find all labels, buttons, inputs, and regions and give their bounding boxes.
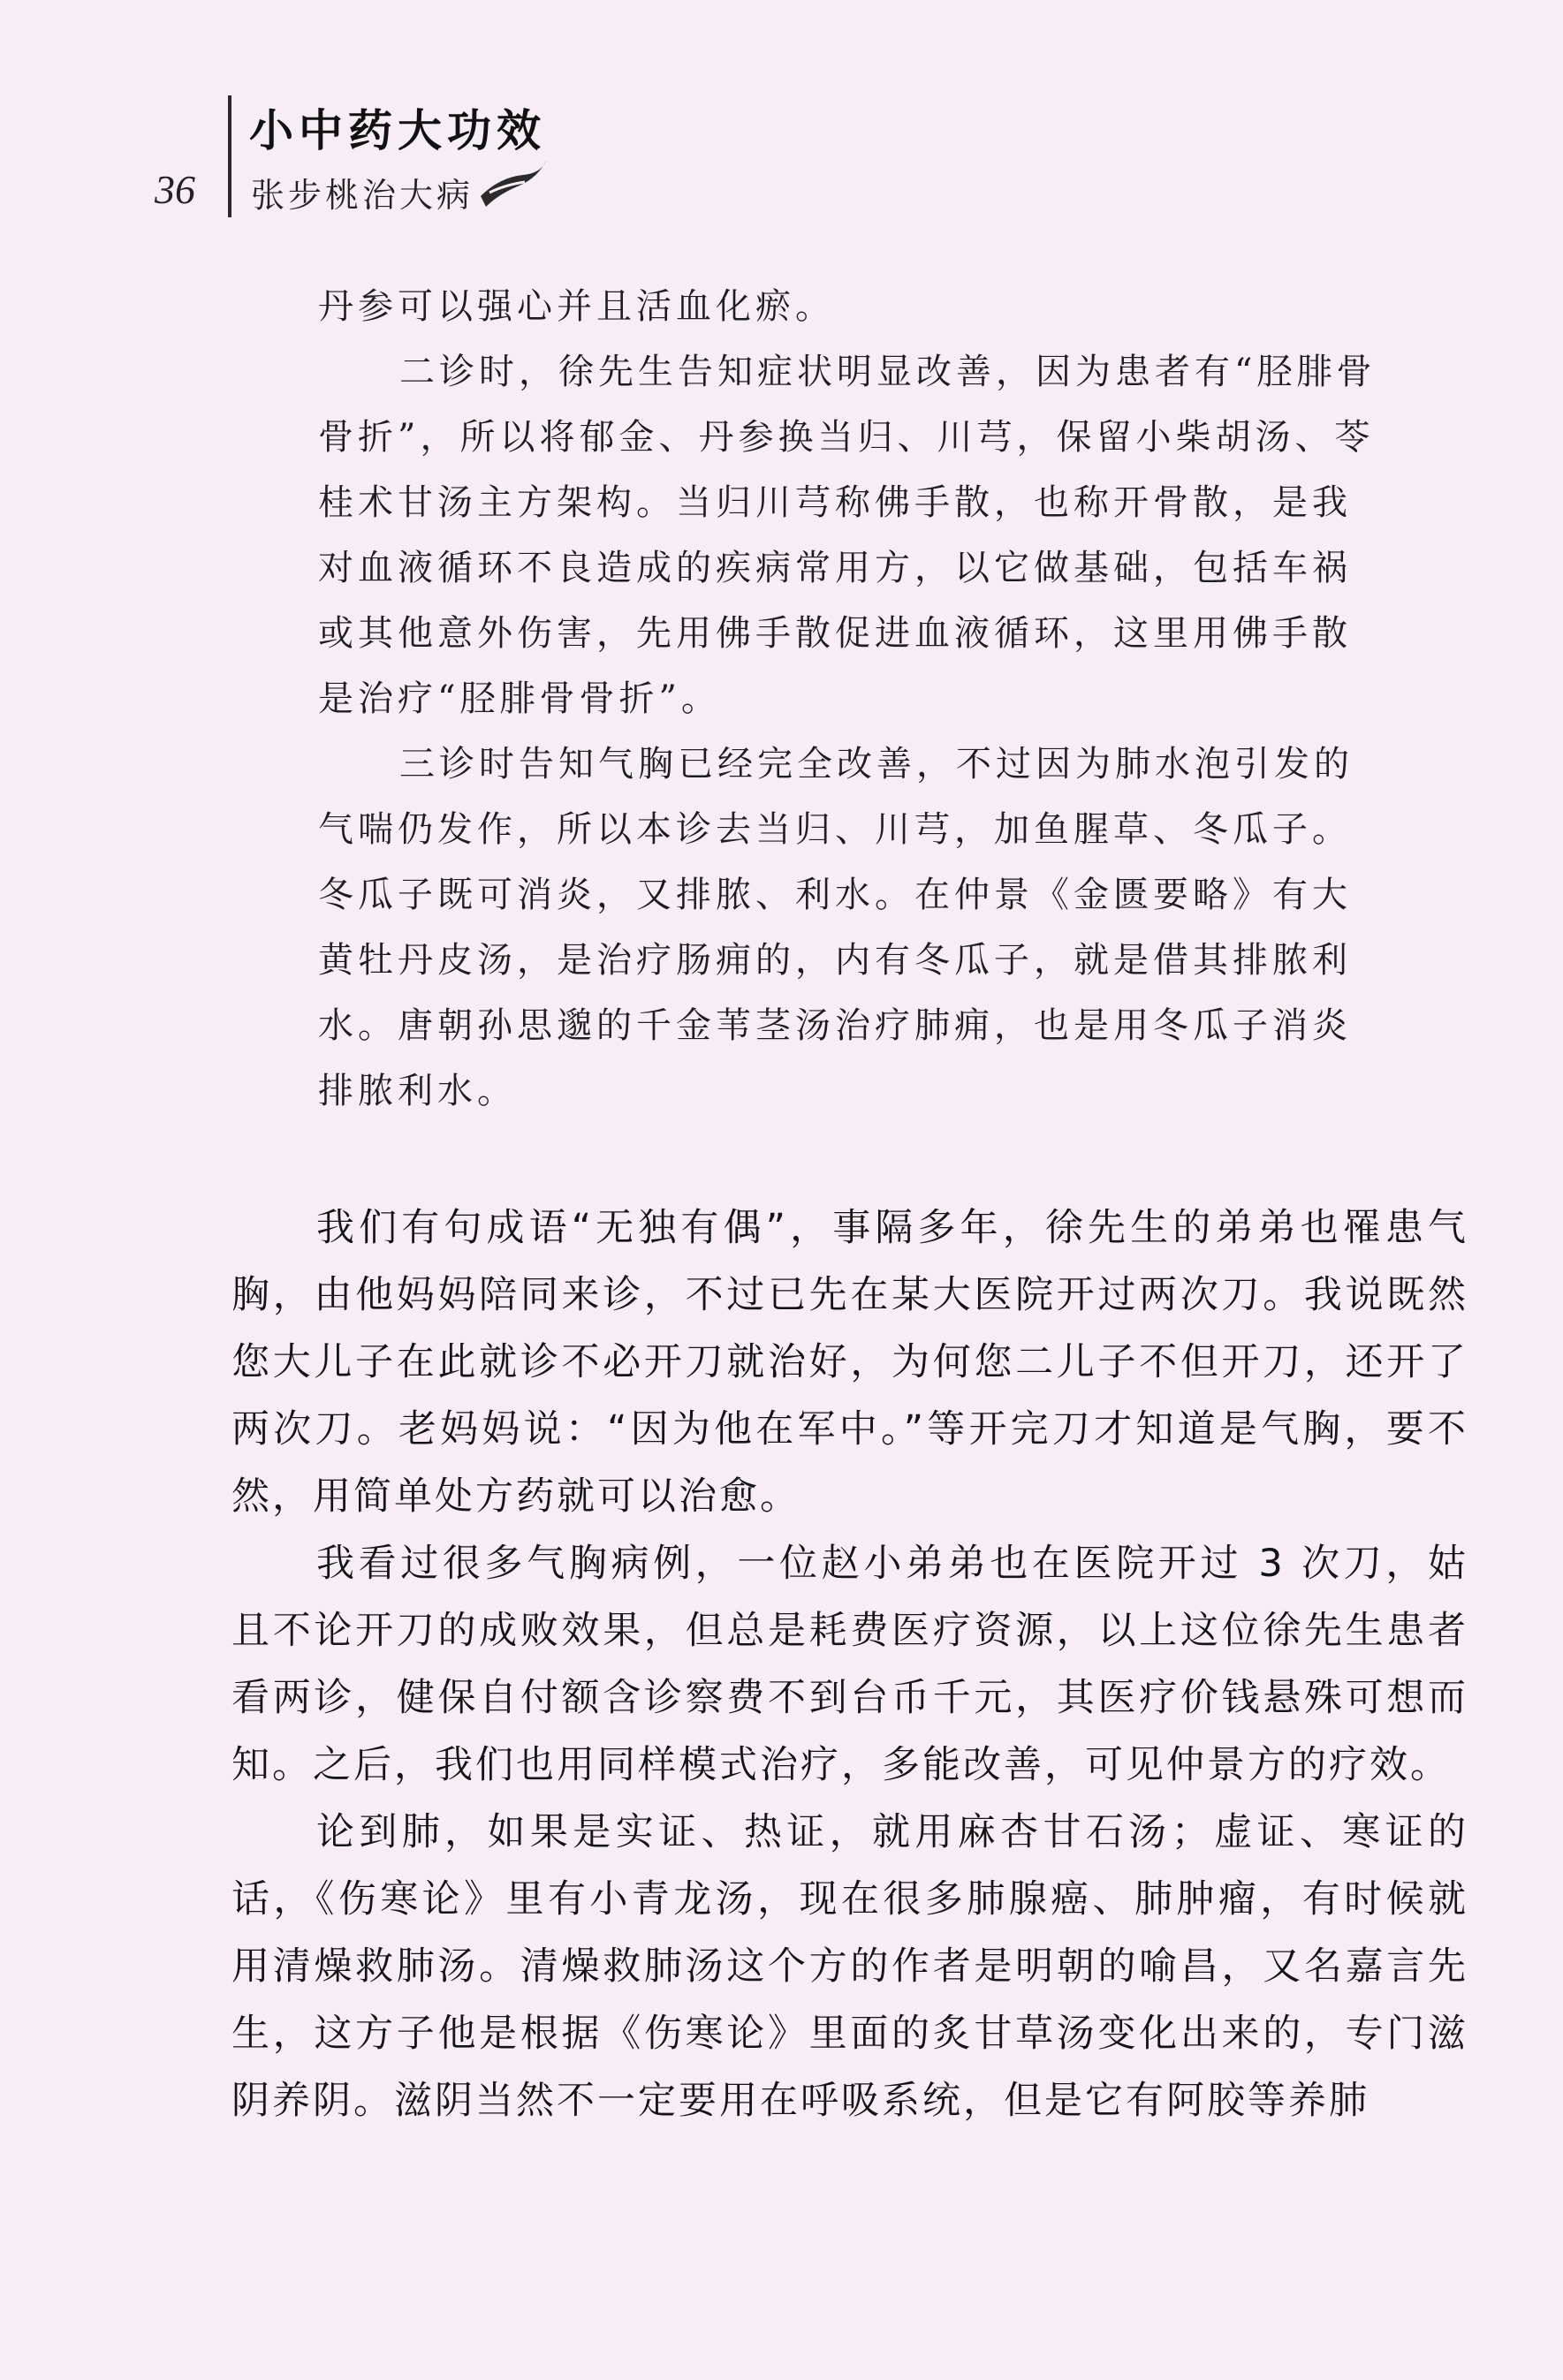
main-body-text (231, 1194, 1468, 2134)
quote-paragraph: 丹参可以强心并且活血化瘀。 (318, 286, 835, 327)
book-title: 小中药大功效 (249, 104, 546, 156)
header-divider (228, 95, 231, 217)
quote-paragraph: 二诊时，徐先生告知症状明显改善，因为患者有“胫腓骨骨折”，所以将郁金、丹参换当归、川芎，保留小柴胡汤、苓桂术甘汤主方架构。当归川芎称佛手散，也称开骨散，是我对血液循环不良造成的疾病常用方，以它做基础，包括车祸或其他意外伤害，先用佛手散促进血液循环，这里用佛手散是治疗“胫腓骨骨折”。 (318, 352, 1377, 719)
brush-stroke-icon (477, 157, 548, 214)
page-number: 36 (155, 167, 195, 212)
page-header (0, 0, 1563, 230)
body-paragraph: 论到肺，如果是实证、热证，就用麻杏甘石汤；虚证、寒证的话，《伤寒论》里有小青龙汤，现在很多肺腺癌、肺肿瘤，有时候就用清燥救肺汤。清燥救肺汤这个方的作者是明朝的喻昌，又名嘉言先生，这方子他是根据《伤寒论》里面的炙甘草汤变化出来的，专门滋阴养阴。滋阴当然不一定要用在呼吸系统，但是它有阿胶等养肺 (231, 1810, 1468, 2123)
quoted-case-notes (318, 274, 1378, 1124)
body-paragraph: 我们有句成语“无独有偶”，事隔多年，徐先生的弟弟也罹患气胸，由他妈妈陪同来诊，不过已先在某大医院开过两次刀。我说既然您大儿子在此就诊不必开刀就治好，为何您二儿子不但开刀，还开了两次刀。老妈妈说：“因为他在军中。”等开完刀才知道是气胸，要不然，用简单处方药就可以治愈。 (231, 1206, 1468, 1519)
body-paragraph: 我看过很多气胸病例，一位赵小弟弟也在医院开过 3 次刀，姑且不论开刀的成败效果，但总是耗费医疗资源，以上这位徐先生患者看两诊，健保自付额含诊察费不到台币千元，其医疗价钱悬殊可想而知。之后，我们也用同样模式治疗，多能改善，可见仲景方的疗效。 (231, 1542, 1468, 1787)
quote-paragraph: 三诊时告知气胸已经完全改善，不过因为肺水泡引发的气喘仍发作，所以本诊去当归、川芎，加鱼腥草、冬瓜子。冬瓜子既可消炎，又排脓、利水。在仲景《金匮要略》有大黄牡丹皮汤，是治疗肠痈的，内有冬瓜子，就是借其排脓利水。唐朝孙思邈的千金苇茎汤治疗肺痈，也是用冬瓜子消炎排脓利水。 (318, 744, 1354, 1111)
book-subtitle: 张步桃治大病 (251, 176, 474, 215)
